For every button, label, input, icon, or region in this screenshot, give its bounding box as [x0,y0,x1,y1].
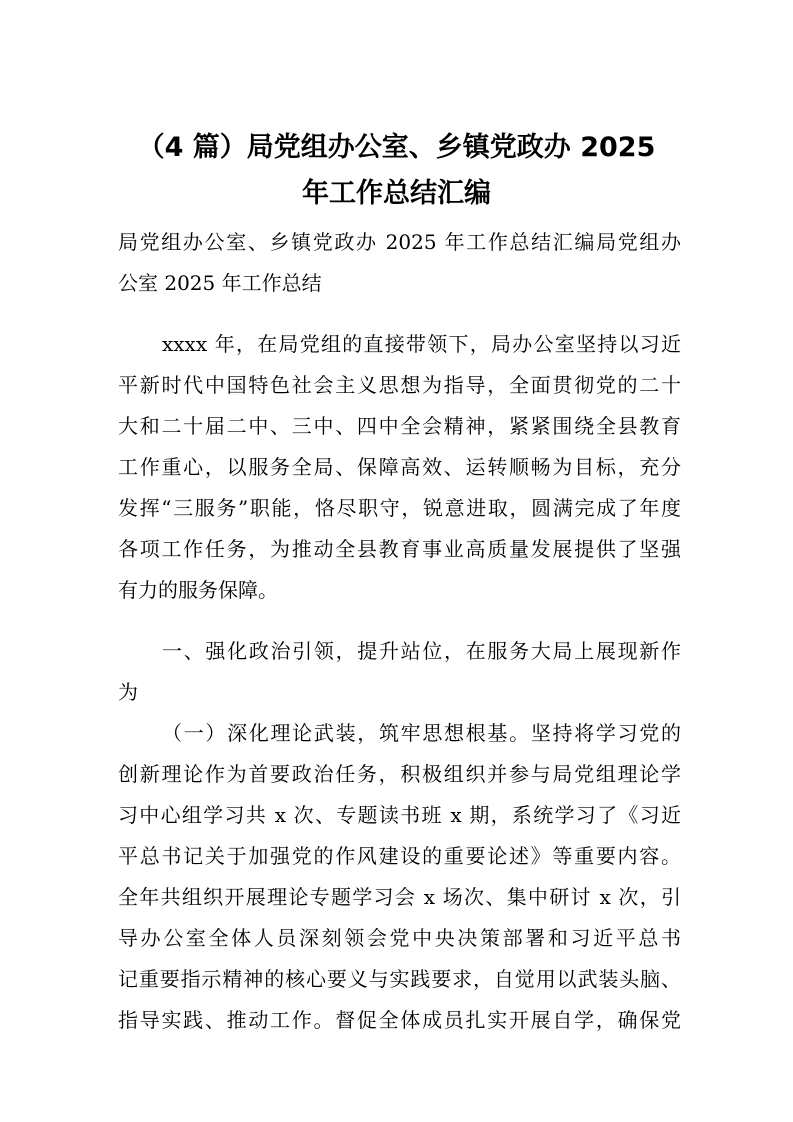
text-line: 平新时代中国特色社会主义思想为指导，全面贯彻党的二十 [118,373,681,397]
text-line: 大和二十届二中、三中、四中全会精神，紧紧围绕全县教育 [118,414,681,438]
text-line: 导办公室全体人员深刻领会党中央决策部署和习近平总书 [118,926,681,950]
text-line: 有力的服务保障。 [118,578,278,602]
section-heading [118,631,681,713]
text-line: 局党组办公室、乡镇党政办 2025 年工作总结汇编局党组办 [118,230,681,254]
text-line: 指导实践、推动工作。督促全体成员扎实开展自学，确保党 [118,1008,681,1032]
title-line-1: （4 篇）局党组办公室、乡镇党政办 2025 [137,132,656,163]
text-line: 平总书记关于加强党的作风建设的重要论述》等重要内容。 [118,844,681,868]
text-line: 一、强化政治引领，提升站位，在服务大局上展现新作 [162,639,681,663]
text-line: 公室 2025 年工作总结 [118,271,322,295]
text-line: 创新理论作为首要政治任务，积极组织并参与局党组理论学 [118,762,681,786]
text-line: 各项工作任务，为推动全县教育事业高质量发展提供了坚强 [118,537,681,561]
title-line-2: 年工作总结汇编 [302,178,491,209]
text-line: xxxx 年，在局党组的直接带领下，局办公室坚持以习近 [162,332,681,356]
text-line: （一）深化理论武装，筑牢思想根基。坚持将学习党的 [162,721,681,745]
text-line: 记重要指示精神的核心要义与实践要求，自觉用以武装头脑、 [118,967,681,991]
text-line: 工作重心，以服务全局、保障高效、运转顺畅为目标，充分 [118,455,681,479]
text-line: 习中心组学习共 x 次、专题读书班 x 期，系统学习了《习近 [118,803,681,827]
document-body [118,222,681,1041]
text-line: 全年共组织开展理论专题学习会 x 场次、集中研讨 x 次，引 [118,885,681,909]
subtitle-paragraph [118,222,681,304]
text-line: 发挥“三服务”职能，恪尽职守，锐意进取，圆满完成了年度 [118,496,681,520]
document-title [0,125,793,217]
subsection-paragraph [118,713,681,1041]
intro-paragraph [118,324,681,611]
text-line: 为 [118,680,138,704]
